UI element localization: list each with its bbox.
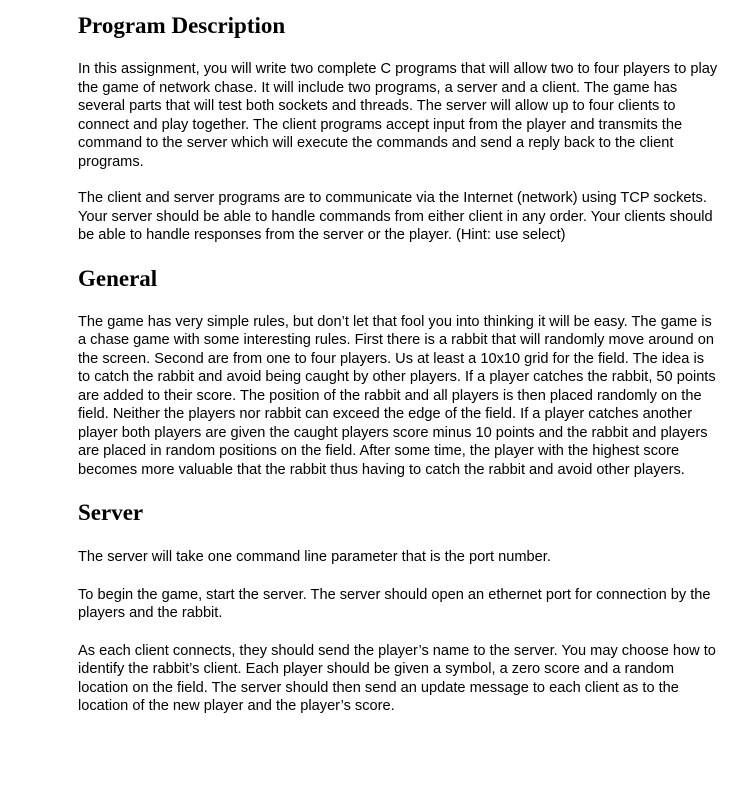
heading-general: General xyxy=(78,265,158,291)
paragraph-program-communication: The client and server programs are to communicate via the Internet (network) using TCP sockets. Your server should be able to handle commands from either client in any order. Your clients should be able to handle responses from the server or the player. (Hint: use select) xyxy=(78,190,713,243)
paragraph-server-start: To begin the game, start the server. The server should open an ethernet port for connection by the players and the rabbit. xyxy=(78,586,711,621)
paragraph-program-intro: In this assignment, you will write two complete C programs that will allow two to four players to play the game of network chase. It will include two programs, a server and a client. The game has several parts that will test both sockets and threads. The server will allow up to four clients to connect and play together. The client programs accept input from the player and transmits the command to the server which will execute the commands and send a reply back to the client programs. xyxy=(78,61,718,170)
heading-server: Server xyxy=(78,500,144,525)
paragraph-general-rules: The game has very simple rules, but don’t let that fool you into thinking it will be easy. The game is a chase game with some interesting rules. First there is a rabbit that will randomly move around on the screen. Second are from one to four players. Us at least a 10x10 grid for the field. The idea is to catch the rabbit and avoid being caught by other players. If a player catches the rabbit, 50 points are added to their score. The position of the rabbit and all players is then placed randomly on the field. Neither the players nor rabbit can exceed the edge of the field. If a player catches another player both players are given the caught players score minus 10 points and the rabbit and players are placed in random positions on the field. After some time, the player with the highest score becomes more valuable that the rabbit thus having to catch the rabbit and avoid other players. xyxy=(78,313,716,478)
paragraph-server-parameter: The server will take one command line parameter that is the port number. xyxy=(78,549,551,565)
paragraph-server-client-connect: As each client connects, they should send the player’s name to the server. You may choose how to identify the rabbit’s client. Each player should be given a symbol, a zero score and a random location on the field. The server should then send an update message to each client as to the location of the new player and the player’s score. xyxy=(78,642,716,714)
heading-program-description: Program Description xyxy=(78,13,286,38)
document-page xyxy=(78,12,718,716)
